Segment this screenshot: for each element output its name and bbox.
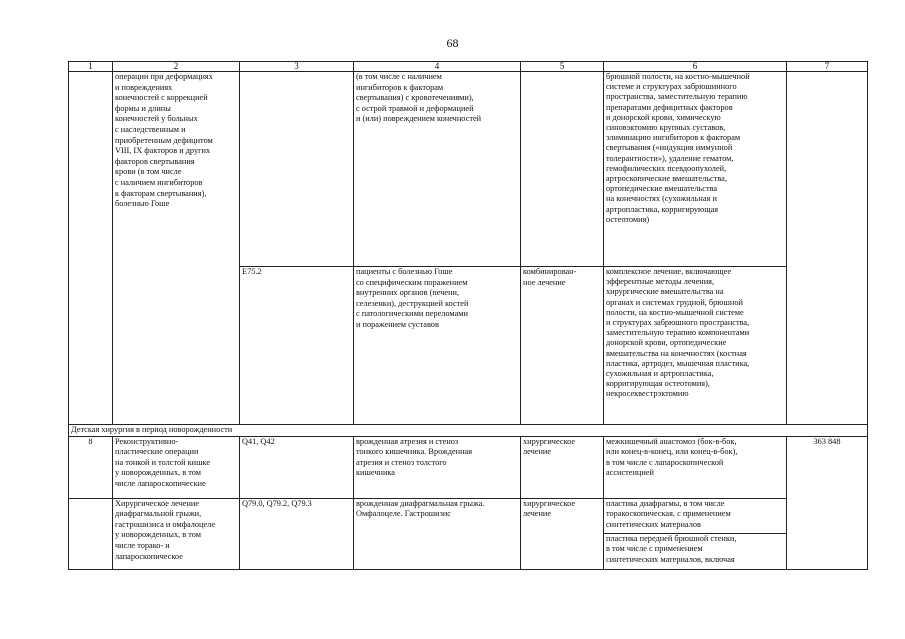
header-row [69, 62, 868, 72]
diagnosis-cell: врожденная диафрагмальная грыжа. Омфалоцеле. Гастрошизис [354, 498, 521, 569]
header-col-7: 7 [787, 62, 868, 72]
procedure-name-cell: Реконструктивно- пластические операции на тонкой и толстой кишке у новорожденных, в том числе лапароскопические [113, 436, 240, 498]
diagnosis-cell: врожденная атрезия и стеноз тонкого кишечника. Врожденная атрезия и стеноз толстого кишечника [354, 436, 521, 498]
treatment-type-cell: хирургическое лечение [521, 436, 604, 498]
treatment-method-cell: пластика передней брюшной стенки, в том числе с применением синтетических материалов, включая [604, 533, 787, 569]
section-row [69, 425, 868, 437]
procedure-name-cell: Хирургическое лечение диафрагмальной грыжи, гастрошизиса и омфалоцеле у новорожденных, в том числе торако- и лапароскопическое [113, 498, 240, 569]
section-title: Детская хирургия в период новорожденности [69, 425, 868, 437]
header-col-2: 2 [113, 62, 240, 72]
row-number-cell [69, 72, 113, 425]
header-col-6: 6 [604, 62, 787, 72]
diagnosis-cell: (в том числе с наличием ингибиторов к факторам свертывания) с кровотечениями), с острой травмой и деформацией и (или) повреждением конечностей [354, 72, 521, 267]
icd-code-cell: Q79.0, Q79.2, Q79.3 [240, 498, 354, 569]
header-col-3: 3 [240, 62, 354, 72]
treatment-type-cell [521, 72, 604, 267]
row-number-cell [69, 498, 113, 569]
services-table [68, 61, 868, 570]
treatment-method-cell: комплексное лечение, включающее эфферентные методы лечения, хирургические вмешательства на органах и системах грудной, брюшной полости, на костно-мышечной системе и структурах забрюшного пространства, заместительную терапию компонентами донорской крови, ортопедические вмешательства на конечностях (костная пластика, артродез, мышечная пластика, сухожильная и артропластика, корригирующая остеотомия), некросеквестрэктомию [604, 267, 787, 425]
icd-code-cell: Q41, Q42 [240, 436, 354, 498]
treatment-method-cell: межкишечный анастомоз (бок-в-бок, или конец-в-конец, или конец-в-бок), в том числе с лапароскопической ассистенцией [604, 436, 787, 498]
row-number-cell: 8 [69, 436, 113, 498]
procedure-name-cell: операции при деформациях и повреждениях конечностей с коррекцией формы и длины конечностей у больных с наследственным и приобретенным дефицитом VIII, IX факторов и других факторов свертывания крови (в том числе с наличием ингибиторов к факторам свертывания), болезнью Гоше [113, 72, 240, 425]
icd-code-cell [240, 72, 354, 267]
header-col-4: 4 [354, 62, 521, 72]
table-row [69, 436, 868, 498]
treatment-method-cell: пластика диафрагмы, в том числе торакоскопическая, с применением синтетических материалов [604, 498, 787, 533]
cost-cell: 363 848 [787, 436, 868, 569]
cost-cell [787, 72, 868, 425]
treatment-type-cell: хирургическое лечение [521, 498, 604, 569]
page-number: 68 [446, 36, 459, 50]
treatment-method-cell: брюшной полости, на костно-мышечной системе и структурах забрюшинного пространства, заместительную терапию препаратами дефицитных факторов и донорской крови, химическую синовэктомию крупных суставов, элиминацию ингибиторов к факторам свертывания («индукция иммунной толерантности»), удаление гематом, гемофилических псевдоопухолей, артроскопические вмешательства, ортопедические вмешательства на конечностях (сухожильная и артропластика, корригирующая остеотомия) [604, 72, 787, 267]
header-col-1: 1 [69, 62, 113, 72]
diagnosis-cell: пациенты с болезнью Гоше со специфическим поражением внутренних органов (печени, селезенки), деструкцией костей с патологическими переломами и поражением суставов [354, 267, 521, 425]
icd-code-cell: E75.2 [240, 267, 354, 425]
treatment-type-cell: комбинирован- ное лечение [521, 267, 604, 425]
table-row [69, 72, 868, 267]
table-row [69, 498, 868, 533]
header-col-5: 5 [521, 62, 604, 72]
